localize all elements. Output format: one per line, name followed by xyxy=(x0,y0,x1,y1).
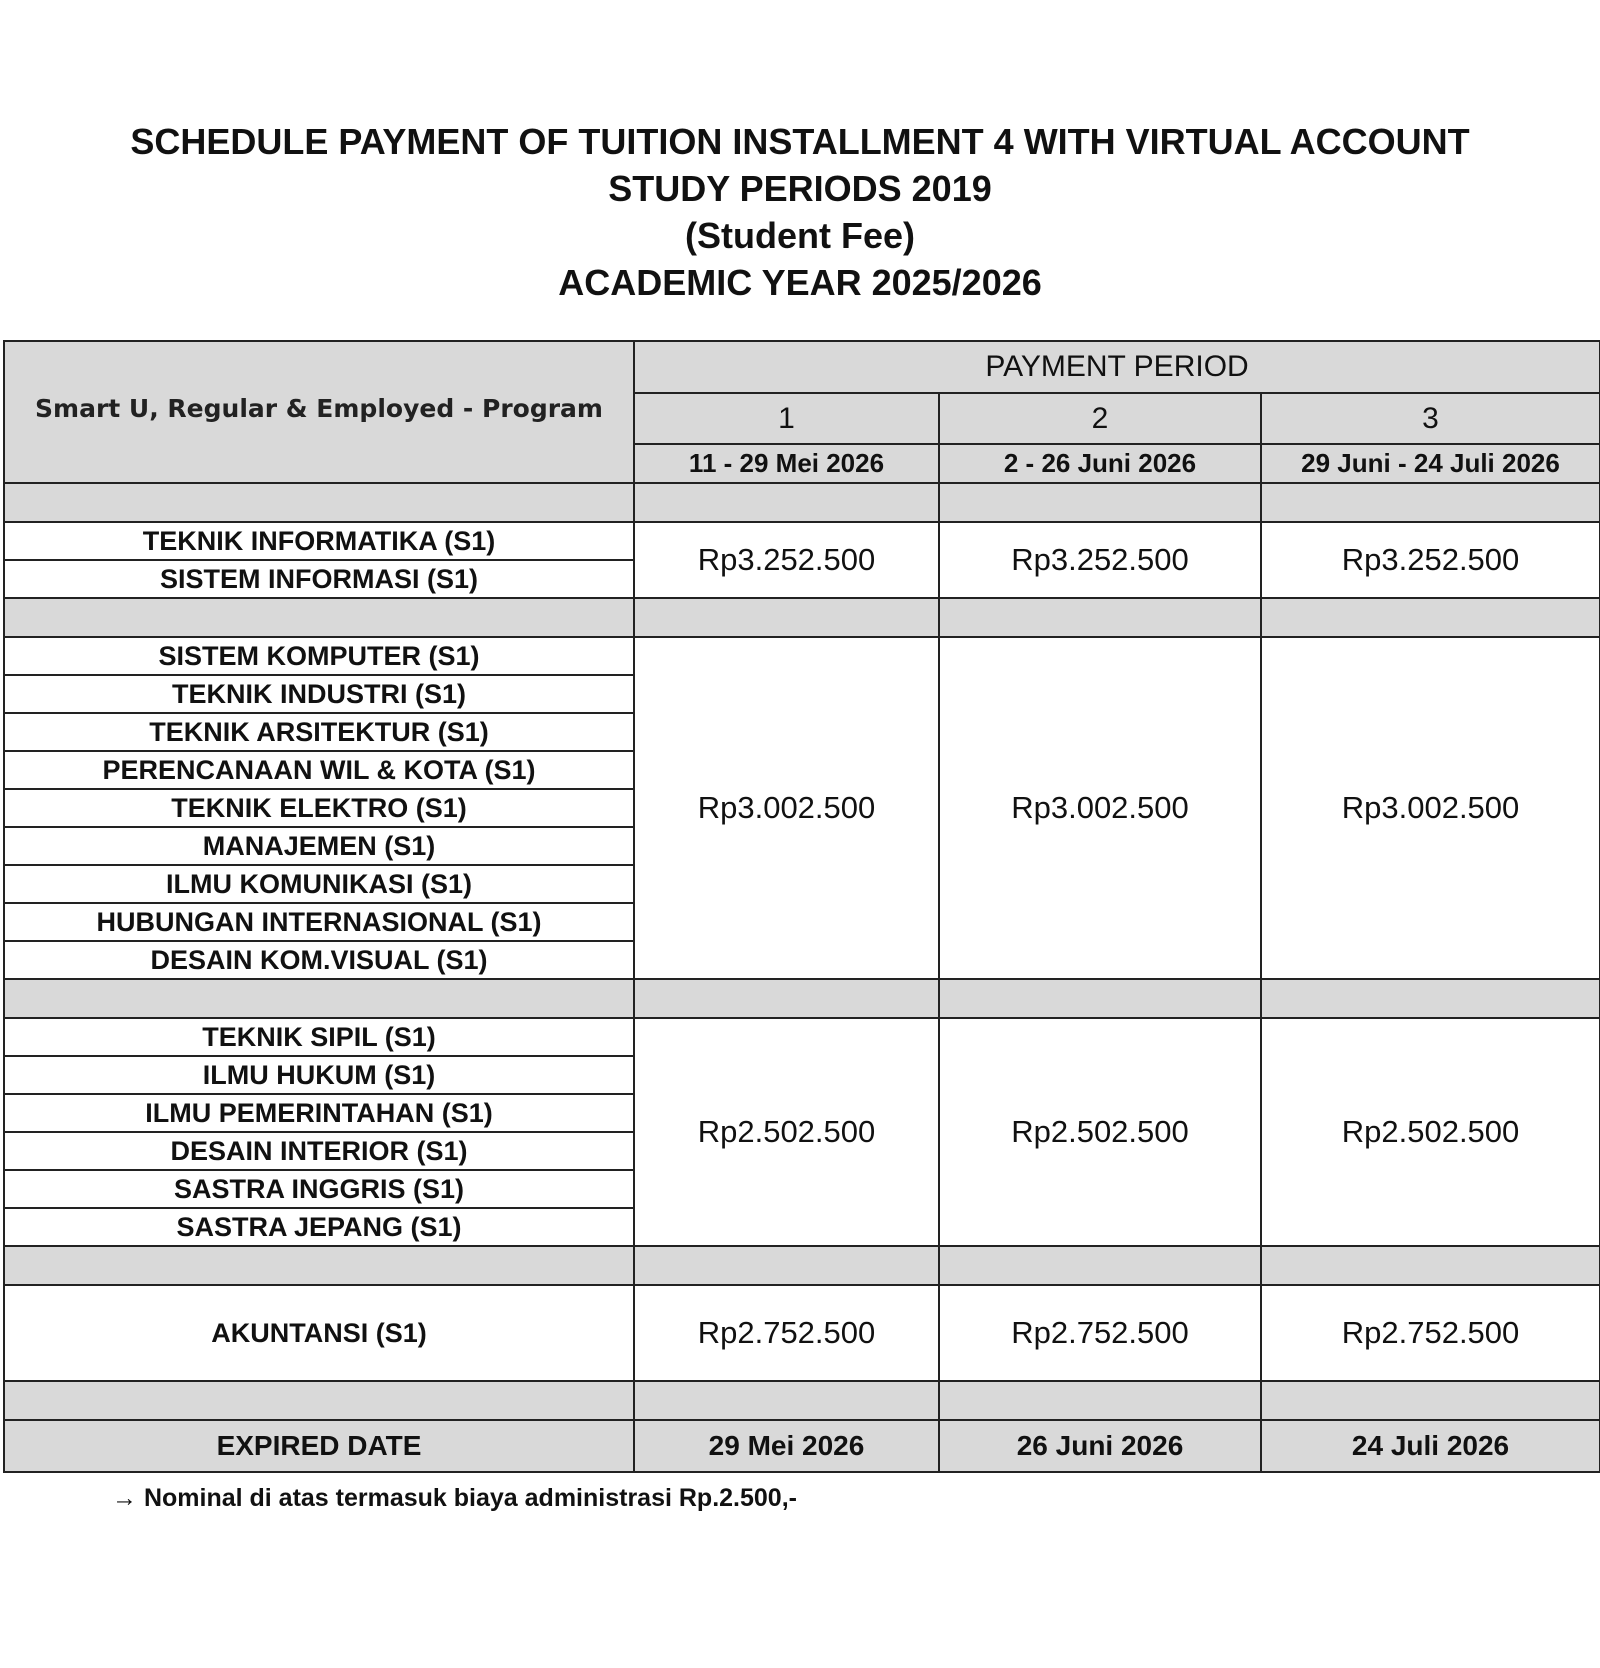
program-name: TEKNIK SIPIL (S1) xyxy=(4,1018,634,1056)
spacer-cell xyxy=(4,483,634,522)
program-name: ILMU HUKUM (S1) xyxy=(4,1056,634,1094)
spacer-cell xyxy=(634,1381,939,1420)
program-name: ILMU PEMERINTAHAN (S1) xyxy=(4,1094,634,1132)
spacer-cell xyxy=(634,598,939,637)
amount-period-2: Rp2.502.500 xyxy=(939,1018,1261,1246)
payment-period-header: PAYMENT PERIOD xyxy=(634,341,1600,393)
amount-period-2: Rp2.752.500 xyxy=(939,1285,1261,1381)
expired-date-2: 26 Juni 2026 xyxy=(939,1420,1261,1472)
title-line-4: ACADEMIC YEAR 2025/2026 xyxy=(558,262,1042,303)
document-title xyxy=(0,118,1600,306)
spacer-cell xyxy=(4,979,634,1018)
program-column-header: Smart U, Regular & Employed - Program xyxy=(4,341,634,483)
title-line-2: STUDY PERIODS 2019 xyxy=(608,168,992,209)
program-name: TEKNIK INDUSTRI (S1) xyxy=(4,675,634,713)
period-number-3: 3 xyxy=(1261,393,1600,444)
spacer-cell xyxy=(1261,1246,1600,1285)
program-name: SISTEM KOMPUTER (S1) xyxy=(4,637,634,675)
table-row xyxy=(4,1285,1600,1381)
payment-schedule-table xyxy=(3,340,1600,1473)
amount-period-1: Rp3.002.500 xyxy=(634,637,939,979)
spacer-cell xyxy=(939,598,1261,637)
spacer-cell xyxy=(4,1246,634,1285)
title-line-3: (Student Fee) xyxy=(685,215,915,256)
spacer-cell xyxy=(939,483,1261,522)
header-row-period xyxy=(4,341,1600,393)
amount-period-1: Rp2.502.500 xyxy=(634,1018,939,1246)
program-name: MANAJEMEN (S1) xyxy=(4,827,634,865)
period-number-2: 2 xyxy=(939,393,1261,444)
expired-row xyxy=(4,1420,1600,1472)
spacer-cell xyxy=(4,598,634,637)
table-row xyxy=(4,522,1600,560)
program-name: HUBUNGAN INTERNASIONAL (S1) xyxy=(4,903,634,941)
spacer-row xyxy=(4,979,1600,1018)
program-name: PERENCANAAN WIL & KOTA (S1) xyxy=(4,751,634,789)
table-row xyxy=(4,637,1600,675)
spacer-cell xyxy=(939,1246,1261,1285)
program-name: DESAIN KOM.VISUAL (S1) xyxy=(4,941,634,979)
table-row xyxy=(4,1018,1600,1056)
period-dates-1: 11 - 29 Mei 2026 xyxy=(634,444,939,483)
expired-date-1: 29 Mei 2026 xyxy=(634,1420,939,1472)
program-name: SISTEM INFORMASI (S1) xyxy=(4,560,634,598)
spacer-cell xyxy=(1261,979,1600,1018)
program-name: TEKNIK ELEKTRO (S1) xyxy=(4,789,634,827)
spacer-cell xyxy=(939,1381,1261,1420)
spacer-cell xyxy=(1261,1381,1600,1420)
spacer-cell xyxy=(634,483,939,522)
spacer-row xyxy=(4,483,1600,522)
program-name: DESAIN INTERIOR (S1) xyxy=(4,1132,634,1170)
program-name: AKUNTANSI (S1) xyxy=(4,1285,634,1381)
amount-period-3: Rp3.002.500 xyxy=(1261,637,1600,979)
amount-period-2: Rp3.002.500 xyxy=(939,637,1261,979)
spacer-cell xyxy=(1261,598,1600,637)
program-name: SASTRA JEPANG (S1) xyxy=(4,1208,634,1246)
spacer-row xyxy=(4,598,1600,637)
amount-period-1: Rp2.752.500 xyxy=(634,1285,939,1381)
spacer-row xyxy=(4,1246,1600,1285)
title-line-1: SCHEDULE PAYMENT OF TUITION INSTALLMENT 4 WITH VIRTUAL ACCOUNT xyxy=(130,121,1470,162)
spacer-cell xyxy=(1261,483,1600,522)
program-name: TEKNIK INFORMATIKA (S1) xyxy=(4,522,634,560)
period-dates-3: 29 Juni - 24 Juli 2026 xyxy=(1261,444,1600,483)
footnote: → Nominal di atas termasuk biaya administrasi Rp.2.500,- xyxy=(112,1484,797,1512)
amount-period-1: Rp3.252.500 xyxy=(634,522,939,598)
amount-period-3: Rp2.752.500 xyxy=(1261,1285,1600,1381)
period-number-1: 1 xyxy=(634,393,939,444)
program-name: TEKNIK ARSITEKTUR (S1) xyxy=(4,713,634,751)
amount-period-2: Rp3.252.500 xyxy=(939,522,1261,598)
spacer-cell xyxy=(939,979,1261,1018)
expired-date-3: 24 Juli 2026 xyxy=(1261,1420,1600,1472)
program-name: ILMU KOMUNIKASI (S1) xyxy=(4,865,634,903)
spacer-cell xyxy=(4,1381,634,1420)
spacer-cell xyxy=(634,1246,939,1285)
spacer-row xyxy=(4,1381,1600,1420)
spacer-cell xyxy=(634,979,939,1018)
amount-period-3: Rp3.252.500 xyxy=(1261,522,1600,598)
period-dates-2: 2 - 26 Juni 2026 xyxy=(939,444,1261,483)
program-name: SASTRA INGGRIS (S1) xyxy=(4,1170,634,1208)
amount-period-3: Rp2.502.500 xyxy=(1261,1018,1600,1246)
expired-date-label: EXPIRED DATE xyxy=(4,1420,634,1472)
